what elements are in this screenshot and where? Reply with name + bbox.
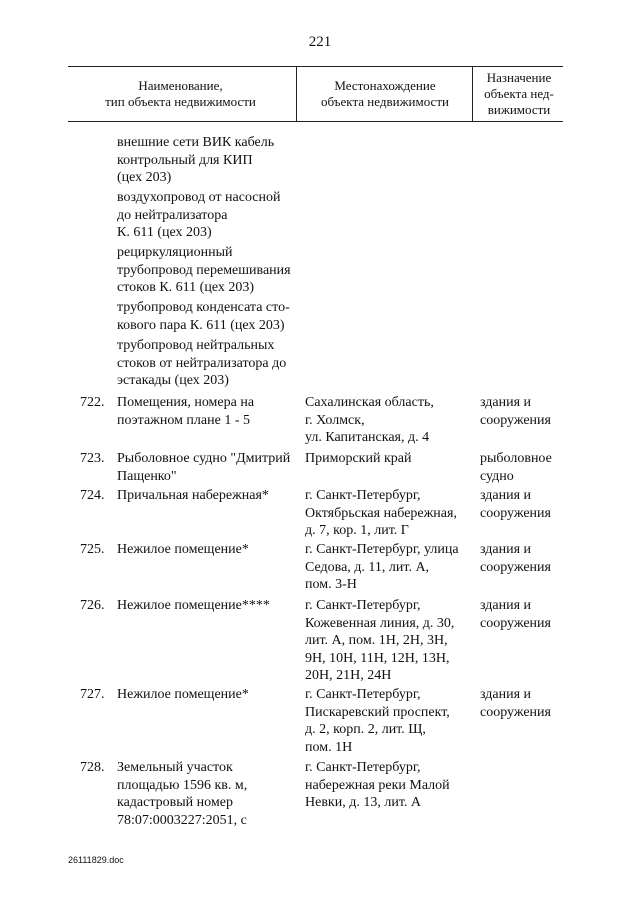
continued-item: трубопровод нейтральных стоков от нейтрализатора до эстакады (цех 203) (117, 338, 287, 388)
row-number: 725. (80, 542, 105, 557)
continued-item: рециркуляционный трубопровод перемешивания стоков К. 611 (цех 203) (117, 245, 291, 295)
table-top-rule (68, 66, 563, 67)
row-location: Сахалинская область, г. Холмск, ул. Капитанская, д. 4 (305, 395, 434, 445)
row-purpose: рыболовное судно (480, 451, 552, 484)
row-number: 728. (80, 760, 105, 775)
table-header-rule (68, 121, 563, 122)
row-purpose: здания и сооружения (480, 542, 551, 575)
continued-item: трубопровод конденсата сто- кового пара К. 611 (цех 203) (117, 300, 290, 333)
row-purpose: здания и сооружения (480, 598, 551, 631)
row-location: Приморский край (305, 451, 412, 466)
header-divider (296, 66, 297, 122)
page-number: 221 (308, 34, 332, 50)
header-location: Местонахождение объекта недвижимости (321, 78, 449, 109)
row-number: 724. (80, 488, 105, 503)
row-number: 727. (80, 687, 105, 702)
row-name: Помещения, номера на поэтажном плане 1 - 5 (117, 395, 255, 428)
row-name: Земельный участок площадью 1596 кв. м, кадастровый номер 78:07:0003227:2051, с (117, 760, 248, 828)
row-number: 726. (80, 598, 105, 613)
continued-item: внешние сети ВИК кабель контрольный для КИП (цех 203) (117, 135, 275, 185)
row-number: 723. (80, 451, 105, 466)
row-name: Нежилое помещение* (117, 542, 249, 557)
continued-item: воздухопровод от насосной до нейтрализатора К. 611 (цех 203) (117, 190, 281, 240)
row-name: Нежилое помещение* (117, 687, 249, 702)
row-purpose: здания и сооружения (480, 395, 551, 428)
row-location: г. Санкт-Петербург, Пискаревский проспект, д. 2, корп. 2, лит. Щ, пом. 1Н (305, 687, 450, 755)
header-name: Наименование, тип объекта недвижимости (105, 78, 256, 109)
header-purpose: Назначение объекта нед- вижимости (484, 70, 554, 117)
document-filename: 26111829.doc (68, 855, 124, 865)
row-location: г. Санкт-Петербург, Октябрьская набережная, д. 7, кор. 1, лит. Г (305, 488, 457, 538)
row-name: Рыболовное судно "Дмитрий Пащенко" (117, 451, 291, 484)
row-number: 722. (80, 395, 105, 410)
row-purpose: здания и сооружения (480, 488, 551, 521)
row-location: г. Санкт-Петербург, улица Седова, д. 11, лит. А, пом. 3-Н (305, 542, 459, 592)
header-divider (472, 66, 473, 122)
row-name: Нежилое помещение**** (117, 598, 270, 613)
row-location: г. Санкт-Петербург, Кожевенная линия, д. 30, лит. А, пом. 1Н, 2Н, 3Н, 9Н, 10Н, 11Н, 12Н, 13Н, 20Н, 21Н, 24Н (305, 598, 455, 683)
row-location: г. Санкт-Петербург, набережная реки Малой Невки, д. 13, лит. А (305, 760, 450, 810)
row-purpose: здания и сооружения (480, 687, 551, 720)
row-name: Причальная набережная* (117, 488, 269, 503)
